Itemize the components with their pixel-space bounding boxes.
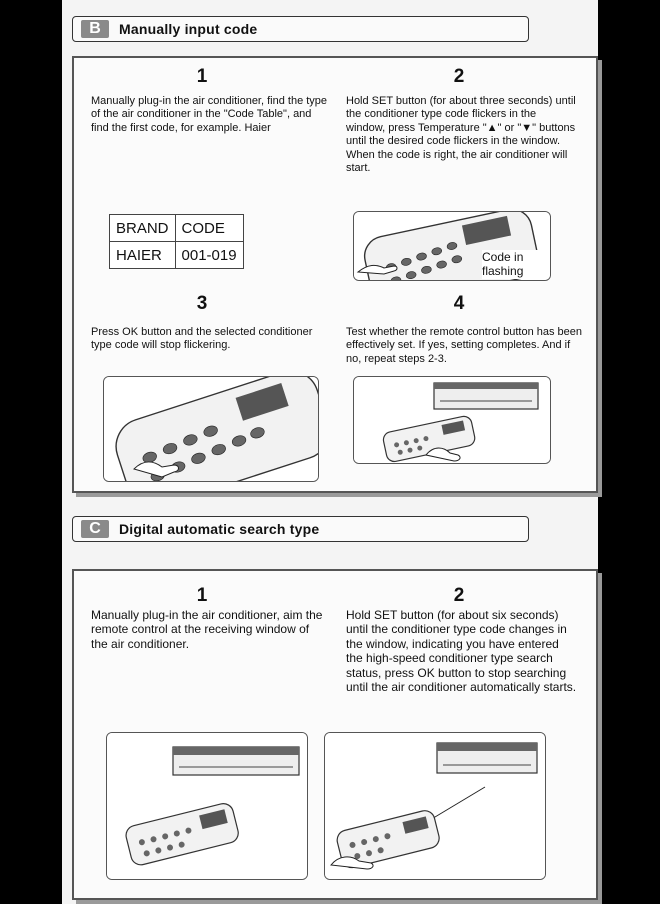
step-b1-text: Manually plug-in the air conditioner, find the type of the air conditioner in the "Code Table", and find the first code, for example. Haier (91, 95, 328, 134)
section-b-header (72, 16, 529, 42)
section-c-badge: C (81, 520, 109, 538)
table-cell-brand: HAIER (110, 242, 176, 269)
code-flashing-callout: Code in flashing (482, 250, 544, 279)
section-c-title: Digital automatic search type (119, 521, 320, 537)
ac-unit-remote-image-c1 (106, 732, 308, 880)
remote-closeup-image-step2 (353, 211, 551, 281)
section-c-panel (72, 569, 598, 900)
section-b-panel (72, 56, 598, 493)
section-c-header (72, 516, 529, 542)
manual-page (62, 0, 598, 904)
step-b3-text: Press OK button and the selected conditioner type code will stop flickering. (91, 326, 313, 352)
table-header-code: CODE (175, 215, 243, 242)
ac-unit-remote-image-step4 (353, 376, 551, 464)
step-c1-number: 1 (196, 585, 208, 606)
step-b1-number: 1 (196, 66, 208, 87)
table-cell-code: 001-019 (175, 242, 243, 269)
table-header-brand: BRAND (110, 215, 176, 242)
step-c2-number: 2 (453, 585, 465, 606)
step-b2-text: Hold SET button (for about three seconds) until the conditioner type code flickers in the window, press Temperature "▲" or "▼" buttons until the desired code flickers in the window. When the code is right, the air conditioner will start. (346, 95, 576, 175)
remote-closeup-image-step3 (103, 376, 319, 482)
step-c2-text: Hold SET button (for about six seconds) until the conditioner type code changes in the window, indicating you have entered the high-speed conditioner type search status, press OK button to stop searching until the air conditioner automatically starts. (346, 608, 577, 695)
code-table (109, 214, 244, 269)
step-b3-number: 3 (196, 293, 208, 314)
section-b-title: Manually input code (119, 21, 258, 37)
section-b-badge: B (81, 20, 109, 38)
step-b2-number: 2 (453, 66, 465, 87)
step-c1-text: Manually plug-in the air conditioner, aim the remote control at the receiving window of the air conditioner. (91, 608, 323, 651)
ac-unit-remote-image-c2 (324, 732, 546, 880)
step-b4-number: 4 (453, 293, 465, 314)
step-b4-text: Test whether the remote control button has been effectively set. If yes, setting completes. And if no, repeat steps 2-3. (346, 326, 583, 365)
